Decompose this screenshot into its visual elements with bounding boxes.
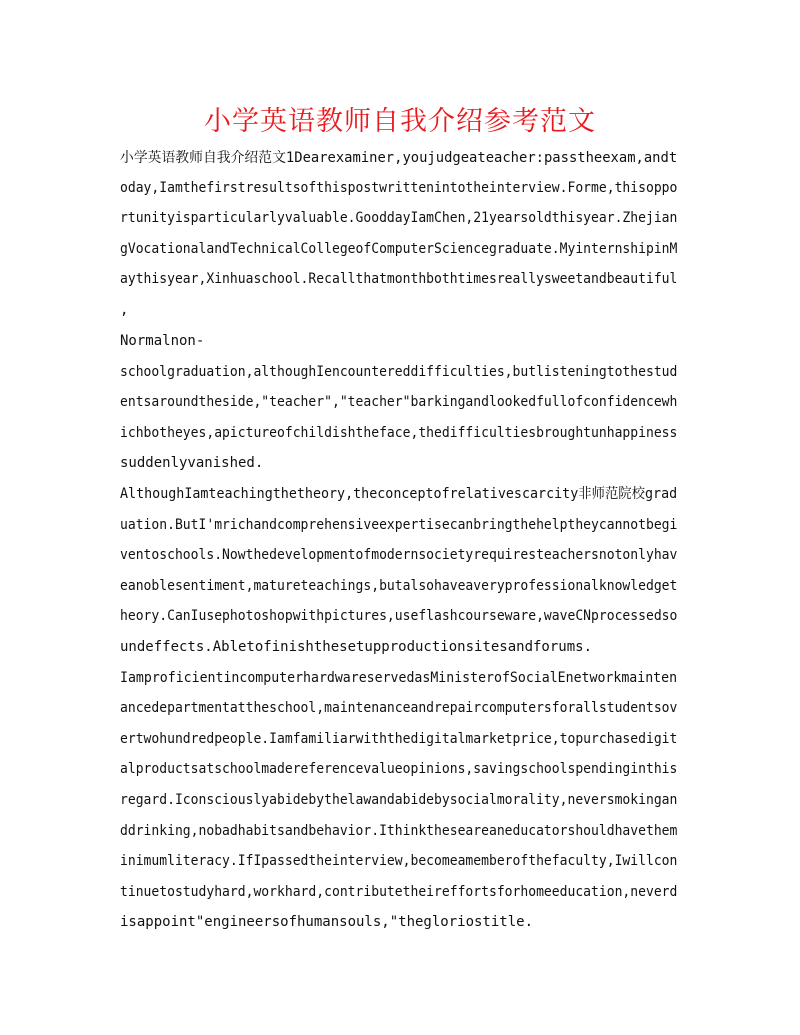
text-line: tinuetostudyhard,workhard,contributetheireffortsforhomeeducation,neverd (120, 884, 678, 900)
text-line: IamproficientincomputerhardwareservedasMinisterofSocialEnetworkmainten (120, 670, 678, 686)
text-line: gVocationalandTechnicalCollegeofComputerSciencegraduate.MyinternshipinM (120, 241, 678, 257)
text-line: undeffects.Abletofinishthesetupproductionsitesandforums. (120, 639, 593, 655)
text-line: ddrinking,nobadhabitsandbehavior.Ithinktheseareaneducatorshouldhavethem (120, 823, 678, 839)
text-line: 小学英语教师自我介绍范文1Dearexaminer,youjudgeateacher:passtheexam,andt (120, 150, 678, 166)
text-line: Normalnon- (120, 333, 205, 349)
text-line: oday,Iamthefirstresultsofthispostwrittenintotheinterview.Forme,thisoppo (120, 180, 678, 196)
text-line: ventoschools.Nowthedevelopmentofmodernsocietyrequiresteachersnotonlyhav (120, 547, 678, 563)
document-title: 小学英语教师自我介绍参考范文 (204, 106, 596, 137)
text-line: uation.ButI'mrichandcomprehensiveexpertisecanbringthehelptheycannotbegi (120, 517, 678, 533)
text-line: rtunityisparticularlyvaluable.GooddayIamChen,21yearsoldthisyear.Zhejian (120, 210, 678, 226)
text-line: heory.CanIusephotoshopwithpictures,useflashcourseware,waveCNprocessedso (120, 608, 678, 624)
text-line: , (120, 302, 129, 318)
text-line: isappoint"engineersofhumansouls,"thegloriostitle. (120, 914, 534, 930)
text-line: aythisyear,Xinhuaschool.Recallthatmonthbothtimesreallysweetandbeautiful (120, 271, 678, 287)
text-line: entsaroundtheside,"teacher","teacher"barkingandlookedfullofconfidencewh (120, 394, 678, 410)
text-line: ichbotheyes,apictureofchildishtheface,thedifficultiesbroughtunhappiness (120, 425, 678, 441)
text-line: regard.Iconsciouslyabidebythelawandabidebysocialmorality,neversmokingan (120, 792, 678, 808)
text-line: eanoblesentiment,matureteachings,butalsohaveaveryprofessionalknowledget (120, 578, 678, 594)
text-line: alproductsatschoolmadereferencevalueopinions,savingschoolspendinginthis (120, 761, 678, 777)
text-line: inimumliteracy.IfIpassedtheinterview,becomeamemberofthefaculty,Iwillcon (120, 853, 678, 869)
text-line: ertwohundredpeople.Iamfamiliarwiththedigitalmarketprice,topurchasedigit (120, 731, 678, 747)
text-line: ancedepartmentattheschool,maintenanceandrepaircomputersforallstudentsov (120, 700, 678, 716)
text-line: AlthoughIamteachingthetheory,theconceptofrelativescarcity非师范院校grad (120, 486, 678, 502)
text-line: suddenlyvanished. (120, 455, 264, 471)
text-line: schoolgraduation,althoughIencountereddifficulties,butlisteningtothestud (120, 364, 678, 380)
